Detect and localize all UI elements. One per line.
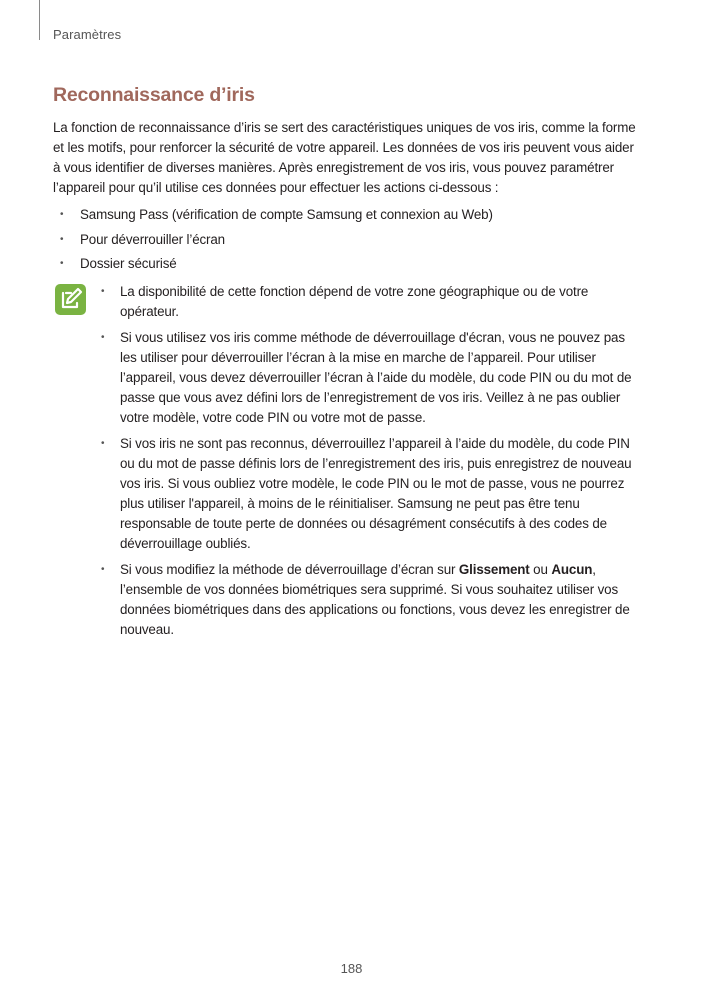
note-item <box>93 560 645 640</box>
running-header: Paramètres <box>53 27 122 42</box>
list-item-text: Pour déverrouiller l’écran <box>80 231 225 247</box>
list-item <box>53 230 643 255</box>
note-item <box>93 328 645 428</box>
note-text-before: Si vous modifiez la méthode de déverrouillage d’écran sur <box>120 562 459 577</box>
bullet-glyph: • <box>60 209 64 220</box>
note-item <box>93 282 645 322</box>
note-text-middle: ou <box>529 562 552 577</box>
bullet-glyph: • <box>101 332 105 343</box>
option-glissement: Glissement <box>458 562 530 577</box>
bullet-glyph: • <box>101 286 105 297</box>
bullet-glyph: • <box>60 258 64 269</box>
list-item-text: Dossier sécurisé <box>80 256 177 271</box>
page-number: 188 <box>340 961 363 976</box>
note-text-after: , l’ensemble de vos données biométriques sera supprimé. Si vous souhaitez utiliser vos données biométriques dans des applications ou fonctions, vous devez les enregistrer de nouveau. <box>120 562 630 637</box>
header-rule <box>39 0 40 40</box>
note-text: Si vous utilisez vos iris comme méthode de déverrouillage d'écran, vous ne pouvez pas les utiliser pour déverrouiller l’écran à la mise en marche de l’appareil. Pour utiliser l’appareil, vous devez déverrouiller l’écran à l’aide du modèle, du code PIN ou du mot de passe que vous avez défini lors de l’enregistrement de vos iris. Veillez à ne pas oublier votre modèle, votre code PIN ou votre mot de passe. <box>120 330 632 425</box>
option-aucun: Aucun <box>551 562 593 577</box>
intro-paragraph: La fonction de reconnaissance d’iris se sert des caractéristiques uniques de vos iris, comme la forme et les motifs, pour renforcer la sécurité de votre appareil. Les données de vos iris peuvent vous aider à vous identifier de diverses manières. Après enregistrement de vos iris, vous pouvez paramétrer l’appareil pour qu’il utilise ces données pour effectuer les actions ci-dessous : <box>53 120 636 195</box>
note-pencil-icon <box>54 283 87 316</box>
section-title: Reconnaissance d’iris <box>53 84 255 106</box>
bullet-glyph: • <box>60 233 64 245</box>
list-item-text: Samsung Pass (vérification de compte Samsung et connexion au Web) <box>80 207 493 222</box>
list-item <box>53 254 643 279</box>
list-item <box>53 205 643 230</box>
notes-list <box>93 282 645 646</box>
note-text: La disponibilité de cette fonction dépend de votre zone géographique ou de votre opérateur. <box>120 284 589 319</box>
uses-list <box>53 205 643 279</box>
bullet-glyph: • <box>101 564 105 575</box>
note-item <box>93 434 645 554</box>
bullet-glyph: • <box>101 438 105 449</box>
note-text: Si vos iris ne sont pas reconnus, déverrouillez l’appareil à l’aide du modèle, du code PIN ou du mot de passe définis lors de l’enregistrement des iris, puis enregistrez de nouveau vos iris. Si vous oubliez votre modèle, le code PIN ou le mot de passe, vous ne pourrez plus utiliser l'appareil, à moins de le réinitialiser. Samsung ne peut pas être tenu responsable de toute perte de données ou désagrément consécutifs à des codes de déverrouillage oubliés. <box>120 436 632 551</box>
